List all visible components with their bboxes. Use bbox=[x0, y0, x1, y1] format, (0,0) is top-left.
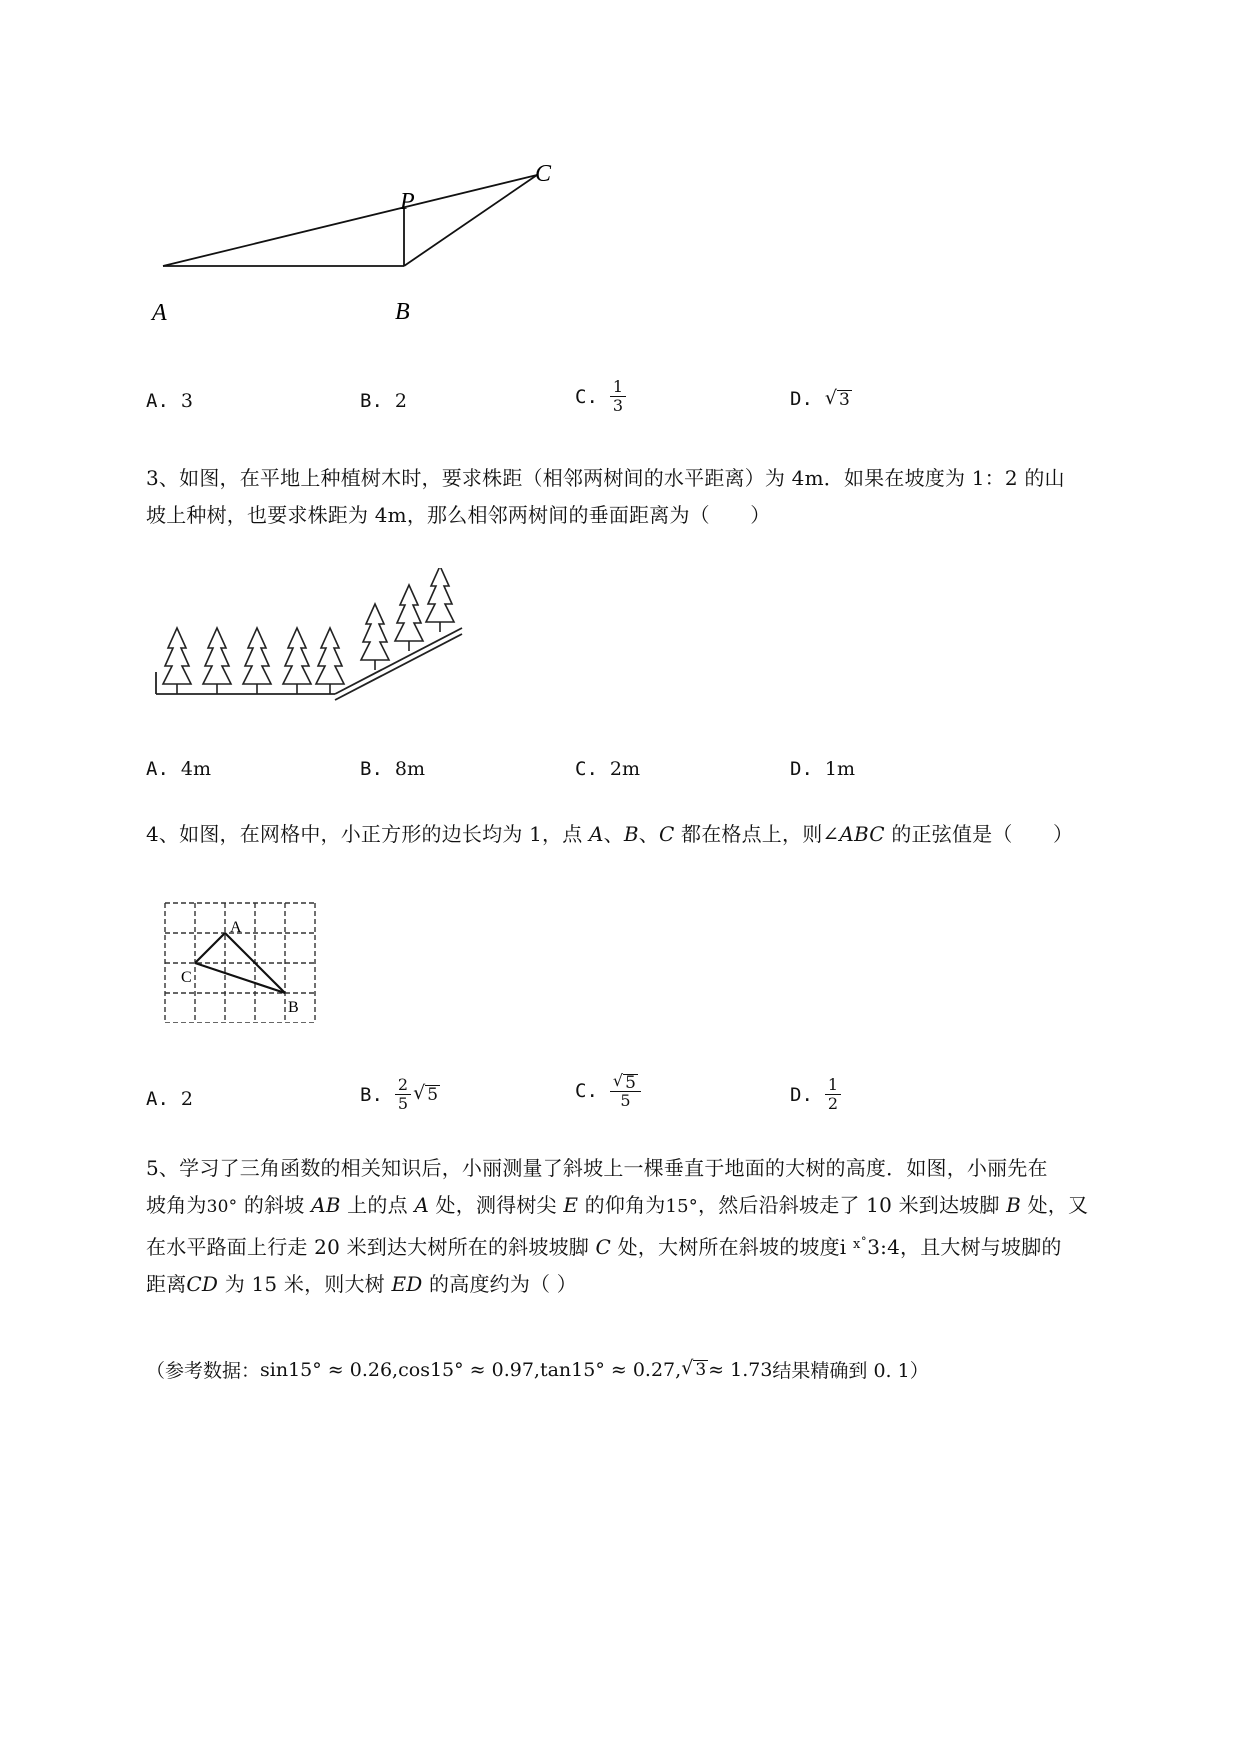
option-value: 2 bbox=[180, 1088, 193, 1110]
option-label: C. bbox=[575, 758, 598, 780]
segment-bc bbox=[404, 175, 537, 266]
question-5-line-4: 距离CD 为 15 米，则大树 ED 的高度约为（ ） bbox=[146, 1272, 577, 1296]
option-value: 1m bbox=[824, 758, 855, 780]
radical-sign-icon: √ bbox=[681, 1357, 694, 1379]
label-p: P bbox=[400, 189, 415, 215]
radical-sign-icon: √ bbox=[413, 1082, 426, 1104]
fraction bbox=[825, 1076, 841, 1113]
radical-sign-icon: √ bbox=[824, 386, 837, 409]
denominator: 5 bbox=[397, 1094, 409, 1113]
grid-label-c: C bbox=[181, 969, 192, 986]
label-c: C bbox=[535, 161, 552, 187]
question-3-line-2: 坡上种树，也要求株距为 4m，那么相邻两树间的垂面距离为（ ） bbox=[146, 503, 771, 527]
question-4 bbox=[146, 816, 1146, 853]
tree-icon bbox=[283, 628, 311, 694]
radicand: 5 bbox=[427, 1085, 439, 1105]
option-value: 8m bbox=[394, 758, 425, 780]
fraction bbox=[395, 1076, 411, 1113]
tree-icon bbox=[243, 628, 271, 694]
formula-sin: sin15° ≈ 0.26, bbox=[260, 1358, 399, 1381]
radical-sign-icon: √ bbox=[612, 1071, 624, 1090]
reference-prefix: （参考数据： bbox=[146, 1360, 261, 1382]
angle-abc: ABC bbox=[839, 822, 885, 846]
tree-icon bbox=[395, 585, 423, 651]
question-5-line-1: 5、学习了三角函数的相关知识后，小丽测量了斜坡上一棵垂直于地面的大树的高度．如图，小丽先在 bbox=[146, 1156, 1048, 1180]
tree-icon bbox=[203, 628, 231, 694]
question-3-line-1: 3、如图，在平地上种植树木时，要求株距（相邻两树间的水平距离）为 4m．如果在坡度为 1：2 的山 bbox=[146, 466, 1065, 490]
numerator: 2 bbox=[395, 1076, 411, 1095]
q4-option-a[interactable] bbox=[146, 1088, 193, 1110]
q2-option-b[interactable] bbox=[360, 390, 407, 412]
q4-option-b[interactable] bbox=[360, 1076, 440, 1113]
q2-option-d[interactable] bbox=[790, 388, 852, 410]
point-b: B bbox=[623, 822, 639, 846]
option-label: B. bbox=[360, 1083, 383, 1106]
reference-data bbox=[146, 1356, 929, 1383]
option-value: 3 bbox=[180, 390, 193, 412]
separator: 、 bbox=[603, 822, 624, 846]
question-5-line-2: 坡角为30° 的斜坡 AB 上的点 A 处，测得树尖 E 的仰角为15°，然后沿斜坡走了 10 米到达坡脚 B 处，又 bbox=[146, 1193, 1089, 1217]
question-5-line-3: 在水平路面上行走 20 米到达大树所在的斜坡坡脚 C 处，大树所在斜坡的坡度i $^{ⅹ˚}$3:4，且大树与坡脚的 bbox=[146, 1235, 1062, 1259]
tree-icon bbox=[426, 568, 454, 632]
option-value: 2 bbox=[394, 390, 407, 412]
trees-slope-figure bbox=[150, 568, 470, 708]
numerator bbox=[610, 1072, 641, 1092]
grid-figure bbox=[160, 898, 340, 1023]
formula-cos: cos15° ≈ 0.97, bbox=[398, 1358, 540, 1381]
q2-option-c[interactable] bbox=[575, 378, 626, 415]
slope-line-inner bbox=[335, 634, 462, 700]
square-root bbox=[824, 386, 852, 410]
q4-option-c[interactable] bbox=[575, 1072, 641, 1110]
fraction bbox=[610, 378, 626, 415]
separator: 、 bbox=[638, 822, 659, 846]
radicand: 3 bbox=[839, 389, 850, 410]
square-root bbox=[681, 1359, 708, 1380]
option-value: 2m bbox=[609, 758, 640, 780]
denominator: 3 bbox=[612, 396, 624, 415]
option-label: A. bbox=[146, 1088, 169, 1110]
tree-icon bbox=[316, 628, 344, 694]
option-label: D. bbox=[790, 388, 813, 410]
square-root bbox=[613, 1073, 638, 1091]
denominator: 2 bbox=[827, 1094, 839, 1113]
q3-option-b[interactable] bbox=[360, 758, 425, 780]
grid-label-a: A bbox=[230, 919, 242, 936]
option-label: A. bbox=[146, 758, 169, 780]
option-label: B. bbox=[360, 758, 383, 780]
option-label: C. bbox=[575, 385, 598, 408]
point-c: C bbox=[658, 822, 675, 846]
option-label: C. bbox=[575, 1080, 598, 1102]
option-label: D. bbox=[790, 758, 813, 780]
question-4-text: 的正弦值是（ ） bbox=[884, 822, 1074, 846]
triangle-figure bbox=[130, 150, 570, 330]
grid-label-b: B bbox=[288, 999, 299, 1016]
option-value: 4m bbox=[180, 758, 211, 780]
formula-tan: tan15° ≈ 0.27, bbox=[539, 1358, 682, 1381]
formula-sqrt3: ≈ 1.73 bbox=[708, 1358, 773, 1381]
option-label: B. bbox=[360, 390, 383, 412]
question-4-text: 都在格点上，则∠ bbox=[674, 822, 840, 846]
question-4-text: 4、如图，在网格中，小正方形的边长均为 1，点 bbox=[146, 822, 589, 846]
numerator: 1 bbox=[610, 378, 626, 397]
q4-option-d[interactable] bbox=[790, 1076, 841, 1113]
denominator: 5 bbox=[620, 1091, 631, 1110]
question-3 bbox=[146, 460, 1146, 534]
option-label: D. bbox=[790, 1083, 813, 1106]
point-a: A bbox=[588, 822, 604, 846]
tree-icon bbox=[361, 604, 389, 670]
q3-option-d[interactable] bbox=[790, 758, 855, 780]
q2-option-a[interactable] bbox=[146, 390, 193, 412]
tree-icon bbox=[163, 628, 191, 694]
q3-option-a[interactable] bbox=[146, 758, 211, 780]
square-root bbox=[413, 1084, 440, 1105]
fraction bbox=[610, 1072, 641, 1110]
question-5 bbox=[146, 1150, 1146, 1303]
option-label: A. bbox=[146, 390, 169, 412]
radicand: 5 bbox=[625, 1073, 636, 1093]
reference-suffix: 结果精确到 0. 1） bbox=[772, 1360, 929, 1382]
q3-option-c[interactable] bbox=[575, 758, 640, 780]
segment-ac bbox=[163, 175, 537, 266]
radicand: 3 bbox=[695, 1360, 707, 1380]
numerator: 1 bbox=[825, 1076, 841, 1095]
label-b: B bbox=[395, 299, 410, 325]
label-a: A bbox=[152, 300, 167, 326]
